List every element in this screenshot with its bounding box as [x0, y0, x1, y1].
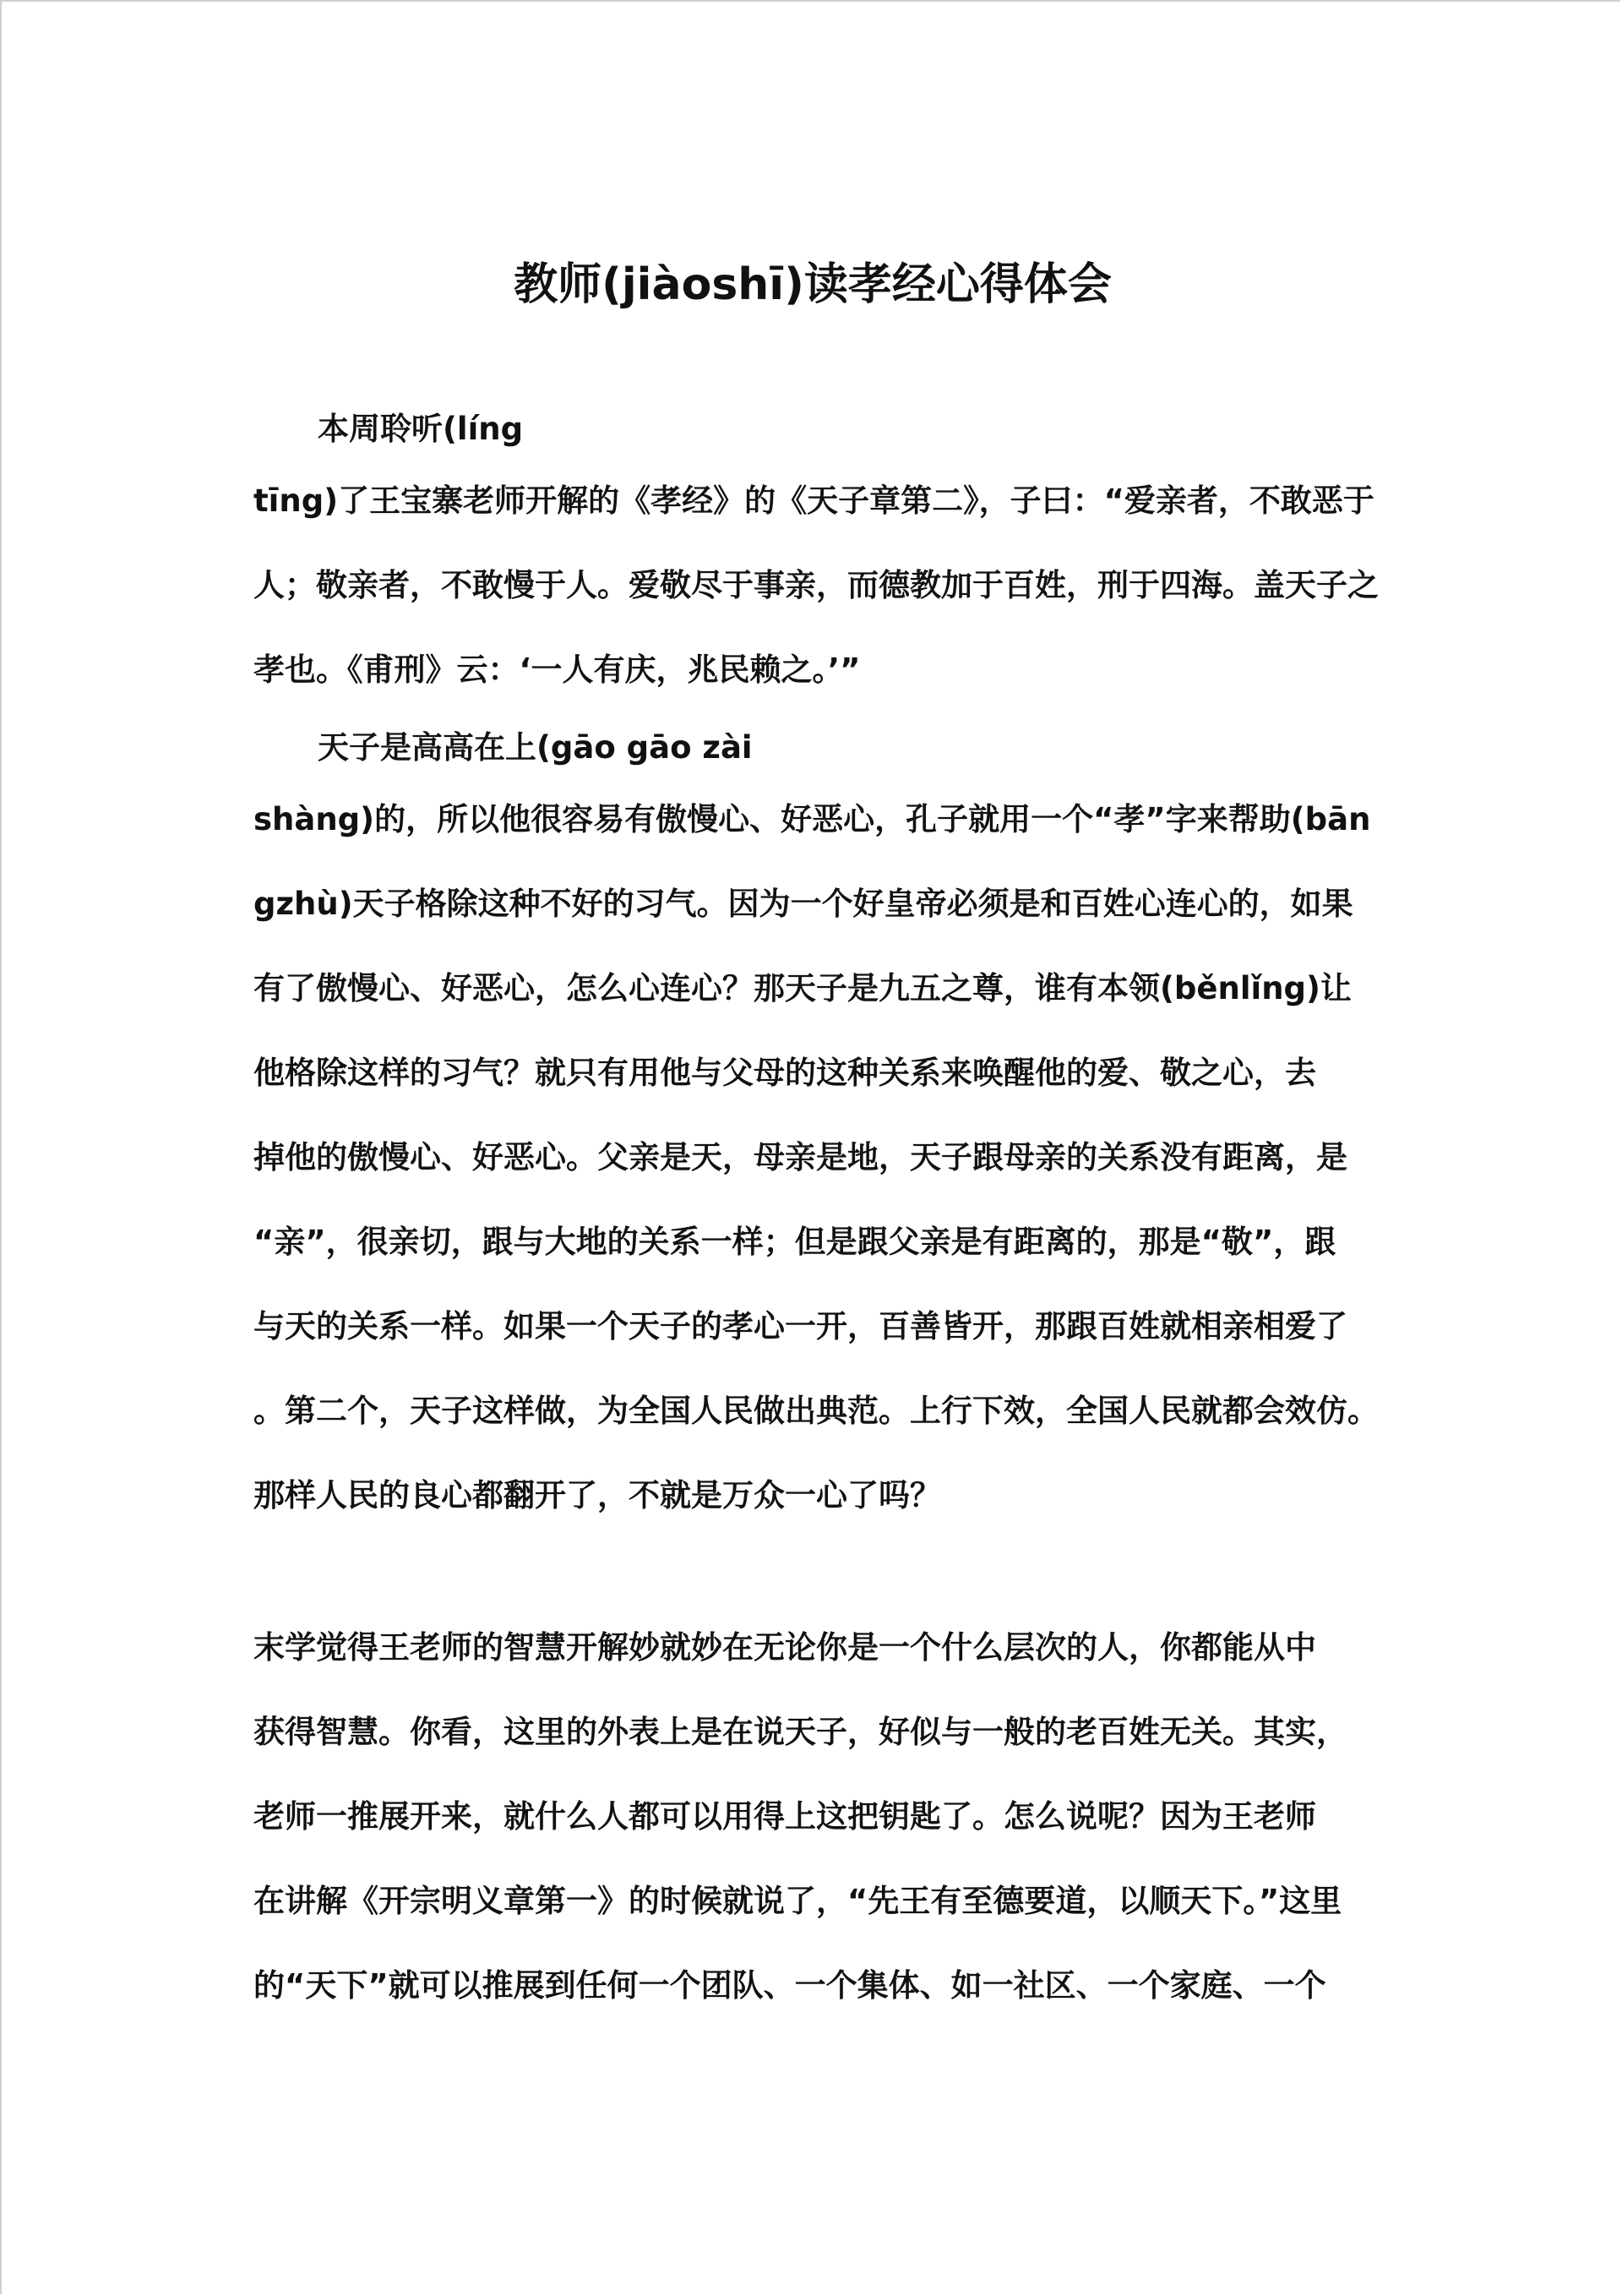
paragraph-1-line-4: 孝也。《甫刑》云：‘一人有庆，兆民赖之。’”	[253, 652, 861, 688]
paragraph-2-line-6: 掉他的傲慢心、好恶心。父亲是天，母亲是地，天子跟母亲的关系没有距离，是	[253, 1139, 1347, 1175]
paragraph-1-line-2: tīng)了王宝寨老师开解的《孝经》的《天子章第二》，子曰：“爱亲者，不敢恶于	[253, 483, 1374, 519]
paragraph-2-line-9: 。第二个，天子这样做，为全国人民做出典范。上行下效，全国人民就都会效仿。	[253, 1393, 1379, 1429]
paragraph-2-line-3: gzhù)天子格除这种不好的习气。因为一个好皇帝必须是和百姓心连心的，如果	[253, 886, 1353, 922]
paragraph-2-line-8: 与天的关系一样。如果一个天子的孝心一开，百善皆开，那跟百姓就相亲相爱了	[253, 1308, 1347, 1344]
paragraph-2-line-5: 他格除这样的习气？就只有用他与父母的这种关系来唤醒他的爱、敬之心，去	[253, 1055, 1316, 1091]
paragraph-2-line-4: 有了傲慢心、好恶心，怎么心连心？那天子是九五之尊，谁有本领(běnlǐng)让	[253, 970, 1352, 1006]
paragraph-3-line-3: 老师一推展开来，就什么人都可以用得上这把钥匙了。怎么说呢？因为王老师	[253, 1798, 1316, 1835]
paragraph-3-line-2: 获得智慧。你看，这里的外表上是在说天子，好似与一般的老百姓无关。其实，	[253, 1714, 1347, 1750]
paragraph-1-line-1: 本周聆听(líng	[318, 411, 524, 447]
paragraph-3-line-5: 的“天下”就可以推展到任何一个团队、一个集体、如一社区、一个家庭、一个	[253, 1967, 1326, 2004]
paragraph-1-line-3: 人；敬亲者，不敢慢于人。爱敬尽于事亲，而德教加于百姓，刑于四海。盖天子之	[253, 567, 1379, 603]
paragraph-3-line-4: 在讲解《开宗明义章第一》的时候就说了，“先王有至德要道，以顺天下。”这里	[253, 1883, 1342, 1919]
paragraph-2-line-7: “亲”，很亲切，跟与大地的关系一样；但是跟父亲是有距离的，那是“敬”，跟	[253, 1224, 1336, 1260]
paragraph-2-line-10: 那样人民的良心都翻开了，不就是万众一心了吗？	[253, 1477, 941, 1513]
paragraph-2-line-1: 天子是高高在上(gāo gāo zài	[318, 729, 753, 766]
document-title: 教师(jiàoshī)读孝经心得体会	[514, 259, 1112, 310]
paragraph-2-line-2: shàng)的，所以他很容易有傲慢心、好恶心，孔子就用一个“孝”字来帮助(bān	[253, 801, 1371, 837]
paragraph-3-line-1: 末学觉得王老师的智慧开解妙就妙在无论你是一个什么层次的人，你都能从中	[253, 1629, 1316, 1666]
